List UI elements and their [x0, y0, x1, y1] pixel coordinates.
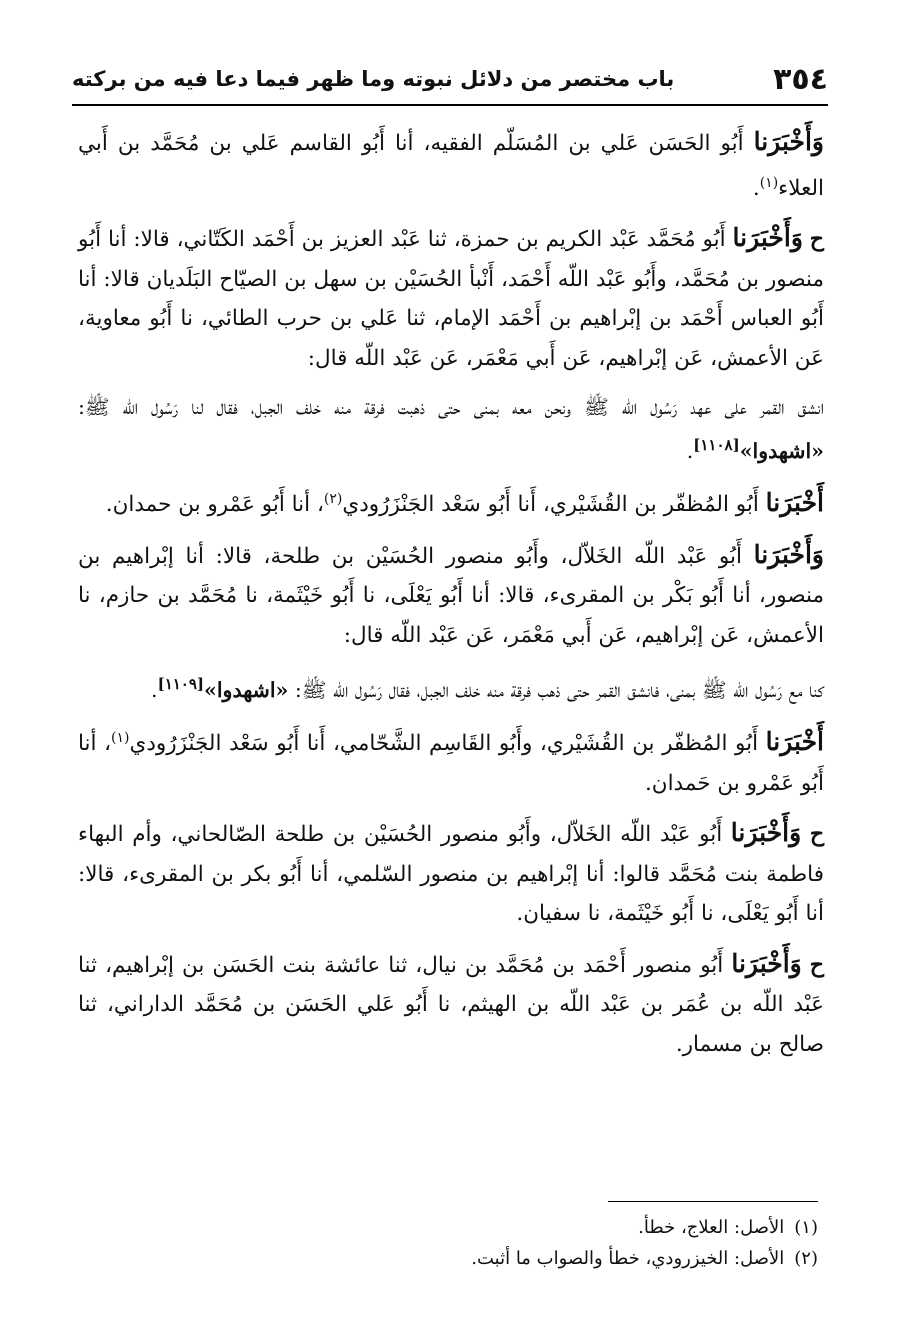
akhbarana-keyword: وَأَخْبَرَنا [753, 127, 824, 156]
matn-bold-quote: «اشهدوا» [204, 677, 289, 702]
page-number: ٣٥٤ [773, 61, 828, 97]
isnad-paragraph [78, 719, 824, 803]
footnote-item [78, 1243, 818, 1274]
footnote-separator [608, 1201, 818, 1202]
matn-text: كنا مع رَسُول الله ﷺ بمنى، فانشق القمر حتى ذهب فرقة منه خلف الجبل، فقال رَسُول الله ﷺ: [288, 677, 824, 702]
isnad-paragraph [78, 122, 824, 208]
paragraph-end: . [752, 175, 760, 201]
isnad-text: أَبُو عَبْد اللّه الخَلاّل، وأَبُو منصور الحُسَيْن بن طلحة، قالا: أنا إبْراهيم بن منصور، أنا أَبُو بَكْر بن المقرىء، قالا: أنا أَبُو يَعْلَى، نا أَبُو خَيْثَمة، نا مُحَمَّد بن حازم، نا الأعمش، عَن إبْراهيم، عَن أَبي مَعْمَر، عَن عَبْد اللّه قال: [78, 543, 824, 648]
isnad-paragraph [78, 480, 824, 525]
page-header [72, 54, 828, 106]
hadith-number: [١١٠٩] [157, 675, 205, 694]
footnote-item [78, 1212, 818, 1243]
paragraph-end: . [151, 677, 158, 702]
footnote-text: الأصل: الخيزرودي، خطأ والصواب ما أثبت. [471, 1248, 785, 1269]
paragraph-end: . [675, 1031, 683, 1057]
hadith-number: [١١٠٨] [693, 436, 740, 455]
footnote-ref: (١) [111, 729, 130, 746]
paragraph-end: . [644, 770, 652, 796]
akhbarana-keyword: وَأَخْبَرَنا [730, 818, 802, 848]
akhbarana-keyword: أَخْبَرَنا [765, 488, 824, 518]
footnote-ref: (١) [759, 174, 779, 191]
paragraph-end: . [105, 492, 113, 518]
akhbarana-keyword: وَأَخْبَرَنا [753, 539, 824, 569]
isnad-text: أَبُو عَبْد اللّه الخَلاّل، وأَبُو منصور الحُسَيْن بن طلحة الصّالحاني، وأم البهاء فاطمة بنت مُحَمَّد قالوا: أنا إبْراهيم بن منصور السّلمي، أنا أَبُو بكر بن المقرىء، قالا: أنا أَبُو يَعْلَى، نا أَبُو خَيْثَمة، نا سفيان [78, 822, 824, 927]
tahwil-mark: ح [809, 226, 824, 253]
footnotes [78, 1212, 818, 1274]
isnad-text: أَبُو منصور أَحْمَد بن مُحَمَّد بن نيال، ثنا عائشة بنت الحَسَن بن إبْراهيم، ثنا عَبْد اللّه بن عُمَر بن عَبْد اللّه بن الهيثم، نا أَبُو عَلي الحَسَن بن مُحَمَّد الداراني، ثنا صالح بن مسمار [78, 952, 824, 1057]
page-body [78, 122, 824, 1074]
isnad-text: أَبُو المُظفّر بن القُشَيْري، أَنا أَبُو سَعْد الجَنْزَرُودي [342, 492, 766, 518]
tahwil-mark: ح [809, 951, 824, 978]
isnad-paragraph [78, 218, 824, 378]
isnad-text: أَبُو المُظفّر بن القُشَيْري، وأَبُو القَاسِم الشَّحّامي، أَنا أَبُو سَعْد الجَنْزَرُودي [129, 731, 766, 757]
paragraph-end: . [686, 438, 694, 463]
isnad-text: أَبُو الحَسَن عَلي بن المُسَلّم الفقيه، أنا أَبُو القاسم عَلي بن مُحَمَّد بن أَبي العلاء [78, 131, 824, 201]
tahwil-mark: ح [809, 821, 825, 848]
hadith-matn [78, 665, 824, 709]
footnote-number: (١) [794, 1217, 818, 1238]
footnote-text: الأصل: العلاج، خطأ. [638, 1217, 785, 1238]
isnad-paragraph [78, 813, 824, 934]
isnad-paragraph [78, 944, 824, 1065]
matn-bold-quote: «اشهدوا» [739, 438, 824, 463]
akhbarana-keyword: وَأَخْبَرَنا [732, 223, 803, 253]
paragraph-end: . [516, 901, 524, 927]
akhbarana-keyword: وَأَخْبَرَنا [731, 948, 802, 978]
footnote-ref: (٢) [323, 490, 343, 507]
akhbarana-keyword: أَخْبَرَنا [765, 727, 824, 757]
isnad-text: أَبُو مُحَمَّد عَبْد الكريم بن حمزة، ثنا عَبْد العزيز بن أَحْمَد الكَتّاني، قالا: أنا أَبُو منصور بن مُحَمَّد، وأَبُو عَبْد اللّه أَحْمَد، أَنْبأ الحُسَيْن بن سهل بن الصيّاح البَلَديان قالا: أنا أَبُو العباس أَحْمَد بن إبْراهيم بن أَحْمَد الإمام، ثنا عَلي بن حرب الطائي، نا أَبُو معاوية، عَن الأعمش، عَن إبْراهيم، عَن أَبي مَعْمَر، عَن عَبْد اللّه قال: [78, 227, 824, 371]
footnote-number: (٢) [794, 1248, 818, 1269]
isnad-paragraph [78, 535, 824, 656]
isnad-text-continued: ، أنا أَبُو عَمْرو بن حمدان [112, 492, 324, 518]
isnad-text-continued: ، أنا أَبُو عَمْرو بن حَمدان [78, 731, 824, 796]
running-title: باب مختصر من دلائل نبوته وما ظهر فيما دعا فيه من بركته [72, 67, 675, 91]
matn-text: انشق القمر على عهد رَسُول الله ﷺ ونحن معه بمنى حتى ذهبت فرقة منه خلف الجبل، فقال لنا رَسُول الله ﷺ: [78, 395, 824, 420]
hadith-matn [78, 388, 824, 470]
